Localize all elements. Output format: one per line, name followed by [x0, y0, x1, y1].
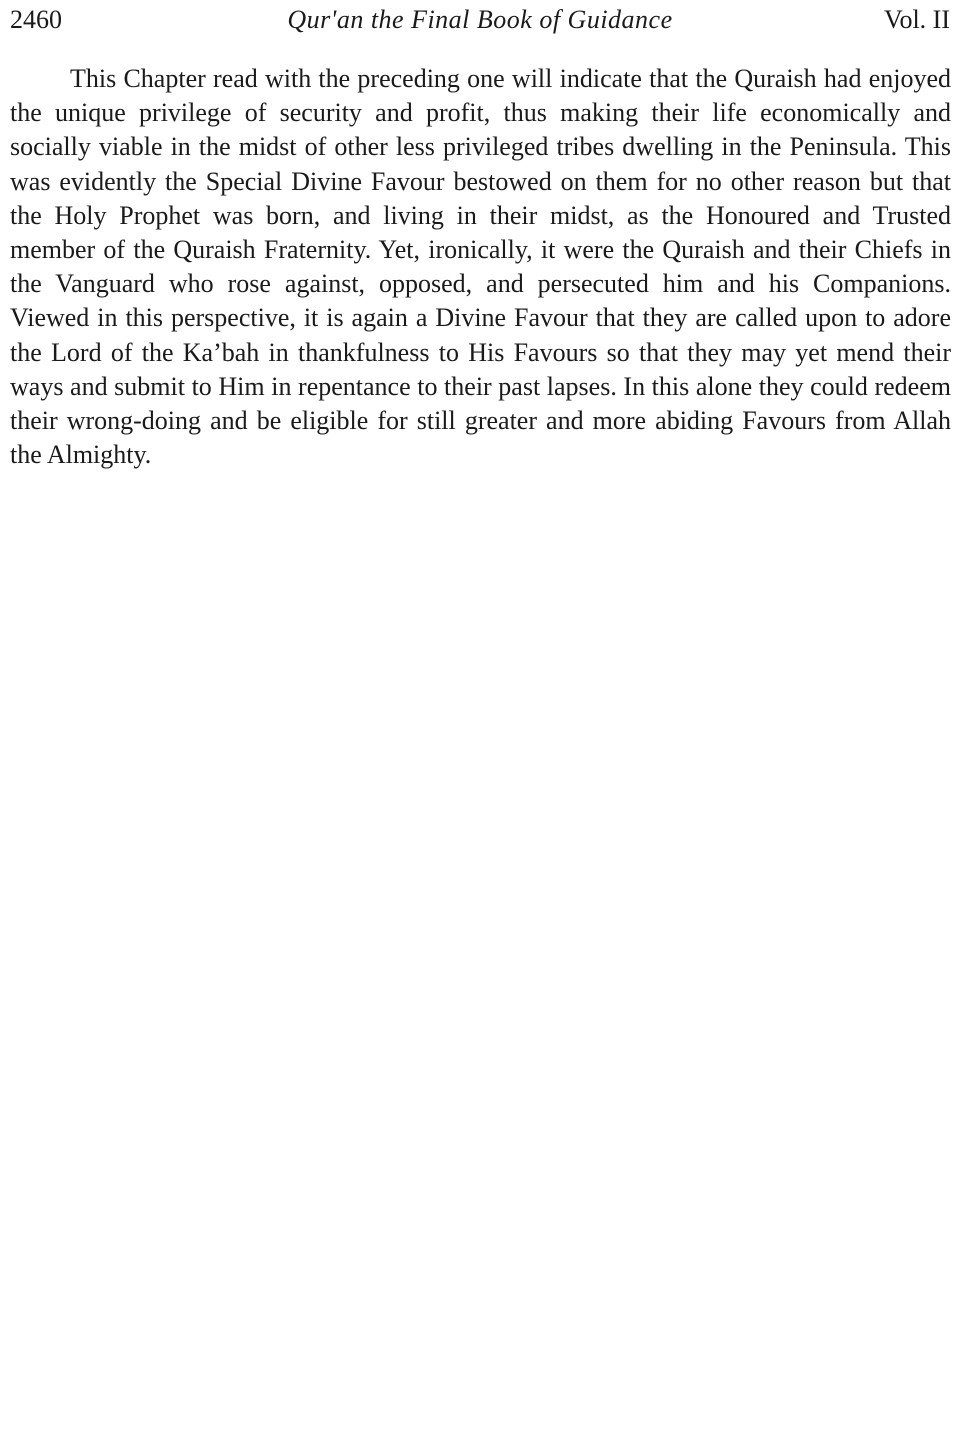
page-body: [10, 62, 951, 472]
page-header: [10, 0, 950, 40]
volume-label: Vol. II: [884, 5, 950, 34]
page-number: 2460: [10, 5, 62, 34]
body-paragraph: This Chapter read with the preceding one will indicate that the Quraish had enjoyed the unique privilege of security and profit, thus making their life economically and socially viable in the midst of other less privileged tribes dwelling in the Peninsula. This was evidently the Special Divine Favour bestowed on them for no other reason but that the Holy Prophet was born, and living in their midst, as the Honoured and Trusted member of the Quraish Fraternity. Yet, ironically, it were the Quraish and their Chiefs in the Vanguard who rose against, opposed, and persecuted him and his Companions. Viewed in this perspective, it is again a Divine Favour that they are called upon to adore the Lord of the Ka’bah in thankfulness to His Favours so that they may yet mend their ways and submit to Him in repentance to their past lapses. In this alone they could redeem their wrong-doing and be eligible for still greater and more abiding Favours from Allah the Almighty.: [10, 64, 951, 470]
book-title: Qur'an the Final Book of Guidance: [287, 5, 673, 34]
